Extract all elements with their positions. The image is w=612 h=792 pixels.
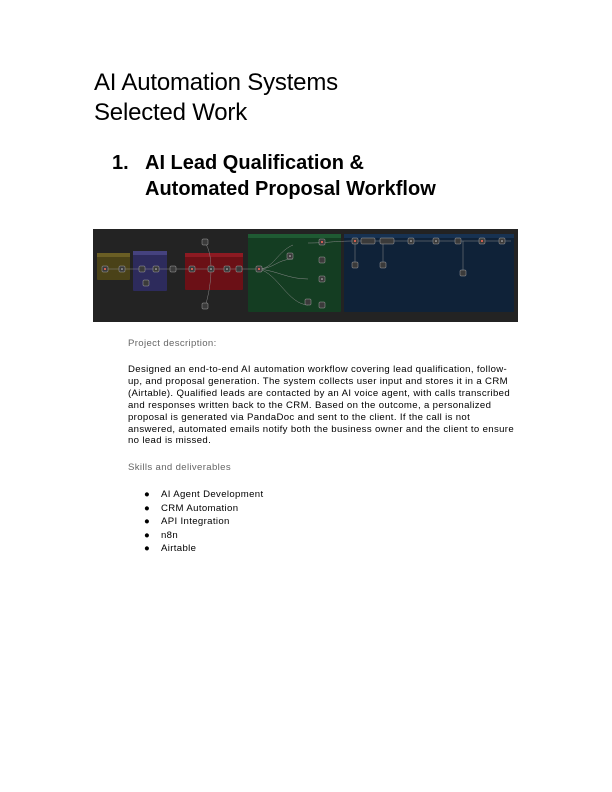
skill-text: CRM Automation bbox=[161, 502, 239, 514]
skill-text: n8n bbox=[161, 529, 179, 541]
project-title-line: Automated Proposal Workflow bbox=[145, 178, 436, 200]
document-title bbox=[94, 68, 338, 128]
project-title-line: AI Lead Qualification & bbox=[145, 152, 364, 174]
workflow-diagram bbox=[93, 229, 518, 322]
skill-text: API Integration bbox=[161, 516, 230, 528]
project-heading bbox=[112, 150, 436, 202]
description-label: Project description: bbox=[128, 338, 217, 349]
workflow-screenshot bbox=[93, 229, 518, 322]
bullet-icon: ● bbox=[144, 543, 151, 555]
bullet-icon: ● bbox=[144, 502, 151, 514]
skill-item bbox=[128, 542, 520, 556]
skill-item bbox=[128, 515, 520, 529]
project-description: Designed an end-to-end AI automation workflow covering lead qualification, follow-up, and proposal generation. The system collects user input and stores it in a CRM (Airtable). Qualified leads are contacted by an AI voice agent, with calls transcribed and responses written back to the CRM. Based on the outcome, a personalized proposal is generated via PandaDoc and sent to the client. If the call is not answered, automated emails notify both the business owner and the client to ensure no lead is missed. bbox=[128, 364, 515, 447]
project-body bbox=[128, 337, 520, 556]
skill-text: AI Agent Development bbox=[161, 489, 264, 501]
skills-label: Skills and deliverables bbox=[128, 462, 231, 474]
workflow-panel bbox=[133, 251, 167, 291]
project-number: 1. bbox=[112, 152, 129, 174]
skills-list bbox=[128, 488, 520, 556]
skill-item bbox=[128, 502, 520, 516]
document-title-line: Selected Work bbox=[94, 99, 248, 126]
bullet-icon: ● bbox=[144, 529, 151, 541]
bullet-icon: ● bbox=[144, 489, 151, 501]
bullet-icon: ● bbox=[144, 516, 151, 528]
skill-item bbox=[128, 488, 520, 502]
skill-item bbox=[128, 529, 520, 543]
document-title-line: AI Automation Systems bbox=[94, 69, 338, 96]
workflow-panel bbox=[248, 234, 341, 312]
workflow-panel bbox=[344, 234, 514, 312]
skill-text: Airtable bbox=[161, 543, 197, 555]
